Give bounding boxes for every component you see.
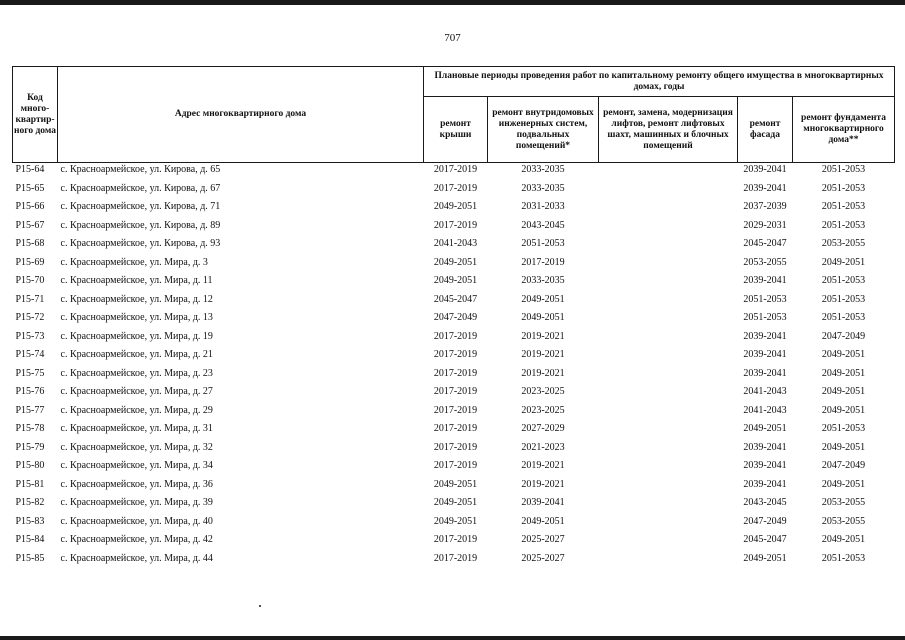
cell-elevators	[599, 274, 738, 293]
table-row	[13, 182, 895, 201]
table-row	[13, 200, 895, 219]
cell-foundation: 2051-2053	[821, 275, 866, 286]
cell-foundation: 2051-2053	[821, 293, 866, 305]
table-row	[13, 330, 895, 349]
cell-foundation: 2051-2053	[821, 201, 866, 212]
cell-facade: 2041-2043	[743, 404, 787, 416]
table-body	[13, 163, 895, 571]
cell-elevators	[599, 404, 738, 423]
cell-address: с. Красноармейское, ул. Кирова, д. 67	[60, 182, 221, 194]
cell-facade: 2039-2041	[743, 349, 787, 360]
cell-foundation: 2049-2051	[821, 386, 866, 397]
cell-facade: 2039-2041	[743, 182, 787, 194]
header-engineering: ремонт внутридомовых инженерных систем, подвальных помещений*	[488, 97, 599, 163]
cell-elevators	[599, 219, 738, 238]
table-row	[13, 552, 895, 571]
cell-engineering: 2025-2027	[521, 552, 565, 564]
header-code: Код много-квартир-ного дома	[13, 67, 58, 163]
cell-address: с. Красноармейское, ул. Мира, д. 13	[60, 312, 213, 323]
cell-code: P15-85	[15, 552, 45, 564]
cell-roof: 2017-2019	[433, 404, 478, 416]
cell-engineering: 2019-2021	[521, 367, 565, 379]
cell-foundation: 2051-2053	[821, 312, 866, 323]
cell-address: с. Красноармейское, ул. Мира, д. 11	[60, 275, 213, 286]
cell-code: P15-74	[15, 349, 45, 360]
cell-elevators	[599, 441, 738, 460]
cell-engineering: 2049-2051	[521, 312, 565, 323]
cell-facade: 2047-2049	[743, 515, 787, 527]
table-row	[13, 274, 895, 293]
cell-engineering: 2023-2025	[521, 404, 565, 416]
cell-foundation: 2049-2051	[821, 404, 866, 416]
cell-roof: 2017-2019	[433, 552, 478, 564]
cell-address: с. Красноармейское, ул. Мира, д. 42	[60, 534, 213, 545]
cell-elevators	[599, 385, 738, 404]
cell-foundation: 2053-2055	[821, 515, 866, 527]
cell-facade: 2049-2051	[743, 423, 787, 434]
cell-code: P15-76	[15, 386, 45, 397]
cell-foundation: 2053-2055	[821, 497, 866, 508]
cell-facade: 2039-2041	[743, 367, 787, 379]
cell-elevators	[599, 163, 738, 182]
cell-foundation: 2053-2055	[821, 238, 866, 249]
cell-address: с. Красноармейское, ул. Мира, д. 44	[60, 552, 213, 564]
table-row	[13, 459, 895, 478]
cell-roof: 2017-2019	[433, 349, 478, 360]
table-row	[13, 478, 895, 497]
cell-engineering: 2019-2021	[521, 349, 565, 360]
cell-address: с. Красноармейское, ул. Кирова, д. 89	[60, 219, 221, 231]
cell-address: с. Красноармейское, ул. Кирова, д. 65	[58, 163, 424, 182]
cell-engineering: 2049-2051	[521, 293, 565, 305]
cell-facade: 2039-2041	[743, 441, 787, 453]
cell-facade: 2041-2043	[743, 386, 787, 397]
cell-engineering: 2021-2023	[521, 441, 565, 453]
cell-elevators	[599, 182, 738, 201]
cell-address: с. Красноармейское, ул. Мира, д. 23	[60, 367, 213, 379]
cell-address: с. Красноармейское, ул. Мира, д. 12	[60, 293, 213, 305]
capital-repair-table	[12, 66, 895, 570]
cell-facade: 2039-2041	[743, 330, 787, 342]
cell-address: с. Красноармейское, ул. Кирова, д. 71	[60, 201, 221, 212]
cell-elevators	[599, 515, 738, 534]
cell-code: P15-81	[15, 478, 45, 490]
table-row	[13, 533, 895, 552]
table-row	[13, 256, 895, 275]
cell-elevators	[599, 367, 738, 386]
cell-elevators	[599, 422, 738, 441]
cell-code: P15-78	[15, 423, 45, 434]
cell-facade: 2043-2045	[743, 497, 787, 508]
cell-elevators	[599, 552, 738, 571]
cell-address: с. Красноармейское, ул. Мира, д. 3	[60, 256, 208, 268]
cell-address: с. Красноармейское, ул. Мира, д. 19	[60, 330, 213, 342]
header-address: Адрес многоквартирного дома	[58, 67, 424, 163]
table-row	[13, 404, 895, 423]
cell-roof: 2045-2047	[433, 293, 478, 305]
scan-speck	[259, 605, 261, 607]
cell-roof: 2017-2019	[433, 423, 478, 434]
cell-roof: 2047-2049	[433, 312, 478, 323]
cell-foundation: 2047-2049	[821, 460, 866, 471]
cell-facade: 2037-2039	[743, 201, 787, 212]
cell-foundation: 2051-2053	[821, 182, 866, 194]
cell-code: P15-70	[15, 275, 45, 286]
cell-foundation: 2051-2053	[793, 163, 895, 182]
cell-roof: 2017-2019	[433, 460, 478, 471]
cell-code: P15-64	[13, 163, 58, 182]
cell-code: P15-65	[15, 182, 45, 194]
cell-roof: 2049-2051	[433, 201, 478, 212]
cell-code: P15-83	[15, 515, 45, 527]
cell-address: с. Красноармейское, ул. Мира, д. 34	[60, 460, 213, 471]
cell-engineering: 2019-2021	[521, 330, 565, 342]
cell-code: P15-84	[15, 534, 45, 545]
table-row	[13, 219, 895, 238]
cell-address: с. Красноармейское, ул. Мира, д. 32	[60, 441, 213, 453]
cell-roof: 2049-2051	[433, 478, 478, 490]
cell-code: P15-67	[15, 219, 45, 231]
cell-elevators	[599, 311, 738, 330]
bottom-border	[0, 636, 905, 640]
cell-roof: 2017-2019	[433, 441, 478, 453]
header-facade: ремонт фасада	[738, 97, 793, 163]
cell-elevators	[599, 237, 738, 256]
cell-foundation: 2049-2051	[821, 256, 866, 268]
cell-roof: 2049-2051	[433, 515, 478, 527]
cell-engineering: 2051-2053	[521, 238, 565, 249]
table-row	[13, 367, 895, 386]
cell-engineering: 2049-2051	[521, 515, 565, 527]
cell-address: с. Красноармейское, ул. Мира, д. 40	[60, 515, 213, 527]
cell-foundation: 2049-2051	[821, 367, 866, 379]
cell-engineering: 2017-2019	[521, 256, 565, 268]
cell-code: P15-80	[15, 460, 45, 471]
cell-roof: 2049-2051	[433, 256, 478, 268]
cell-code: P15-75	[15, 367, 45, 379]
cell-elevators	[599, 200, 738, 219]
cell-foundation: 2047-2049	[821, 330, 866, 342]
cell-roof: 2017-2019	[433, 182, 478, 194]
table-row	[13, 237, 895, 256]
cell-roof: 2017-2019	[433, 367, 478, 379]
cell-elevators	[599, 330, 738, 349]
table-row	[13, 515, 895, 534]
table-row	[13, 348, 895, 367]
cell-code: P15-68	[15, 238, 45, 249]
cell-foundation: 2049-2051	[821, 534, 866, 545]
cell-facade: 2049-2051	[743, 552, 787, 564]
cell-address: с. Красноармейское, ул. Мира, д. 21	[60, 349, 213, 360]
cell-code: P15-79	[15, 441, 45, 453]
cell-engineering: 2031-2033	[521, 201, 565, 212]
cell-engineering: 2033-2035	[521, 275, 565, 286]
cell-elevators	[599, 348, 738, 367]
cell-engineering: 2019-2021	[521, 460, 565, 471]
cell-address: с. Красноармейское, ул. Мира, д. 31	[60, 423, 213, 434]
cell-foundation: 2051-2053	[821, 552, 866, 564]
cell-roof: 2017-2019	[433, 330, 478, 342]
cell-code: P15-82	[15, 497, 45, 508]
cell-elevators	[599, 533, 738, 552]
cell-facade: 2039-2041	[743, 275, 787, 286]
cell-facade: 2039-2041	[743, 478, 787, 490]
cell-code: P15-73	[15, 330, 45, 342]
cell-code: P15-72	[15, 312, 45, 323]
cell-engineering: 2043-2045	[521, 219, 565, 231]
cell-roof: 2049-2051	[433, 275, 478, 286]
cell-engineering: 2033-2035	[488, 163, 599, 182]
table-row	[13, 163, 895, 182]
cell-engineering: 2025-2027	[521, 534, 565, 545]
table-row	[13, 422, 895, 441]
cell-code: P15-66	[15, 201, 45, 212]
cell-address: с. Красноармейское, ул. Мира, д. 27	[60, 386, 213, 397]
cell-engineering: 2023-2025	[521, 386, 565, 397]
header-roof: ремонт крыши	[424, 97, 488, 163]
cell-facade: 2039-2041	[738, 163, 793, 182]
cell-code: P15-77	[15, 404, 45, 416]
cell-facade: 2053-2055	[743, 256, 787, 268]
cell-facade: 2045-2047	[743, 534, 787, 545]
table-row	[13, 441, 895, 460]
table-row	[13, 496, 895, 515]
cell-roof: 2049-2051	[433, 497, 478, 508]
cell-engineering: 2039-2041	[521, 497, 565, 508]
cell-foundation: 2049-2051	[821, 349, 866, 360]
cell-engineering: 2019-2021	[521, 478, 565, 490]
table-row	[13, 311, 895, 330]
cell-facade: 2051-2053	[743, 312, 787, 323]
cell-facade: 2045-2047	[743, 238, 787, 249]
cell-code: P15-69	[15, 256, 45, 268]
cell-roof: 2041-2043	[433, 238, 478, 249]
cell-address: с. Красноармейское, ул. Мира, д. 29	[60, 404, 213, 416]
page-number: 707	[444, 32, 461, 44]
cell-foundation: 2049-2051	[821, 478, 866, 490]
header-foundation: ремонт фундамента многоквартирного дома**	[793, 97, 895, 163]
cell-foundation: 2049-2051	[821, 441, 866, 453]
cell-elevators	[599, 459, 738, 478]
cell-foundation: 2051-2053	[821, 219, 866, 231]
cell-address: с. Красноармейское, ул. Мира, д. 36	[60, 478, 213, 490]
cell-facade: 2029-2031	[743, 219, 787, 231]
cell-roof: 2017-2019	[433, 219, 478, 231]
top-border	[0, 0, 905, 5]
table-row	[13, 385, 895, 404]
cell-facade: 2051-2053	[743, 293, 787, 305]
table-row	[13, 293, 895, 312]
cell-elevators	[599, 496, 738, 515]
cell-engineering: 2033-2035	[521, 182, 565, 194]
cell-foundation: 2051-2053	[821, 423, 866, 434]
header-periods-group: Плановые периоды проведения работ по капитальному ремонту общего имущества в многоквартирных домах, годы	[424, 67, 895, 97]
cell-elevators	[599, 293, 738, 312]
cell-engineering: 2027-2029	[521, 423, 565, 434]
cell-elevators	[599, 478, 738, 497]
header-elevators: ремонт, замена, модернизация лифтов, ремонт лифтовых шахт, машинных и блочных помещений	[599, 97, 738, 163]
cell-roof: 2017-2019	[424, 163, 488, 182]
cell-roof: 2017-2019	[433, 534, 478, 545]
cell-roof: 2017-2019	[433, 386, 478, 397]
cell-code: P15-71	[15, 293, 45, 305]
cell-address: с. Красноармейское, ул. Мира, д. 39	[60, 497, 213, 508]
cell-address: с. Красноармейское, ул. Кирова, д. 93	[60, 238, 221, 249]
cell-elevators	[599, 256, 738, 275]
cell-facade: 2039-2041	[743, 460, 787, 471]
